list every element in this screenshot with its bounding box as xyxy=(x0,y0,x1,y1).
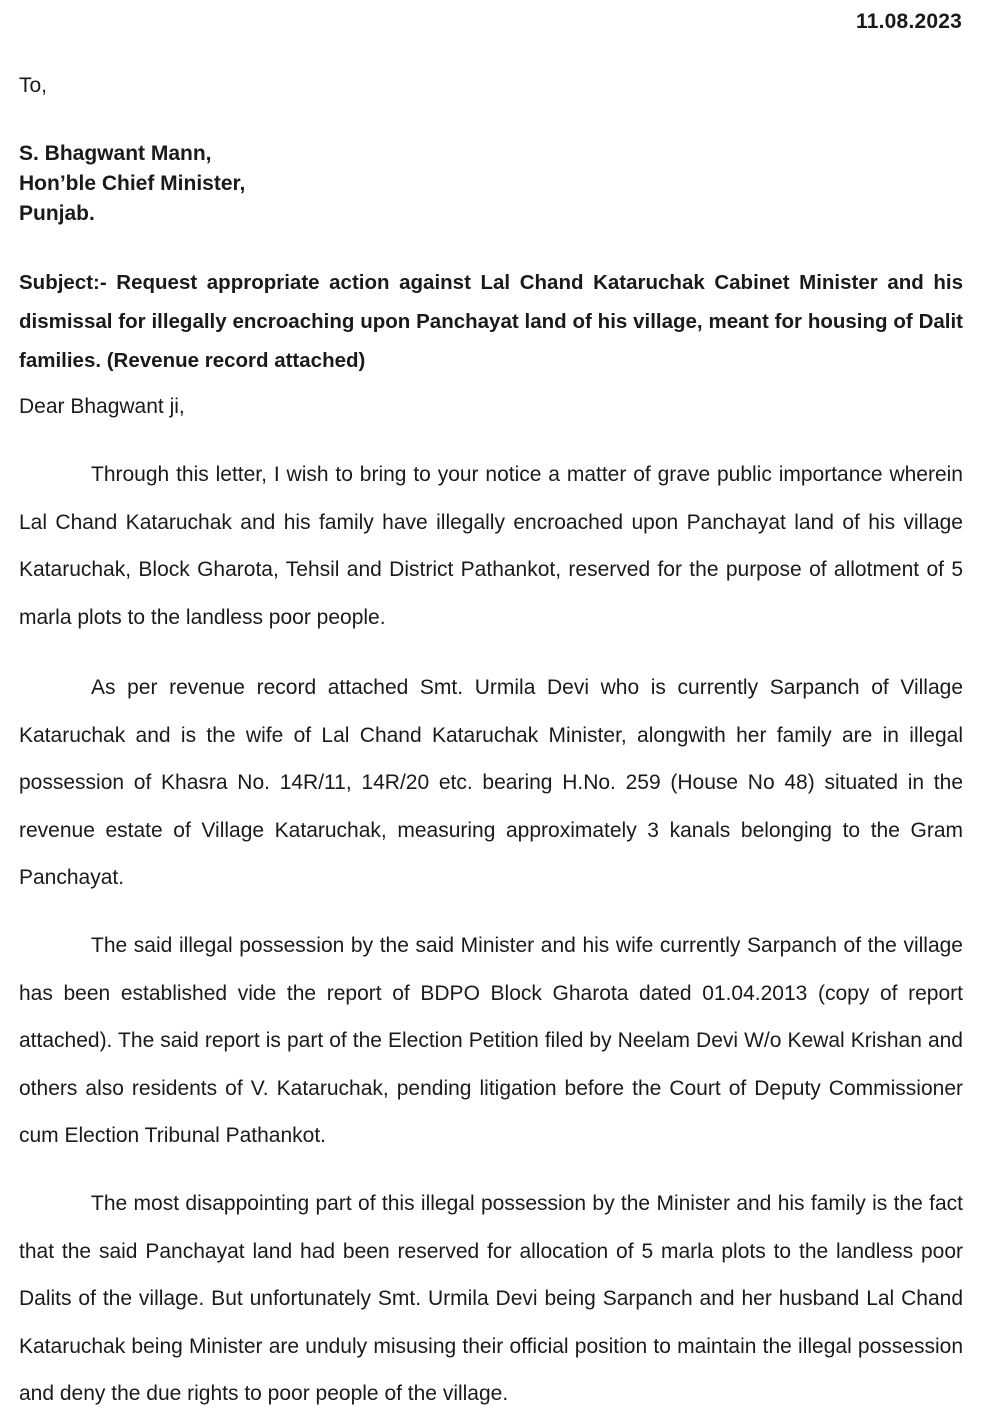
addressee-state: Punjab. xyxy=(19,202,95,225)
addressee-name: S. Bhagwant Mann, xyxy=(19,142,212,165)
addressee-block xyxy=(19,139,245,229)
body-paragraph: Through this letter, I wish to bring to your notice a matter of grave public importance wherein Lal Chand Kataruchak and his family have illegally encroached upon Panchayat land of his village Kataruchak, Block Gharota, Tehsil and District Pathankot, reserved for the purpose of allotment of 5 marla plots to the landless poor people. xyxy=(19,463,963,629)
salutation: Dear Bhagwant ji, xyxy=(19,395,185,418)
to-line: To, xyxy=(19,74,48,97)
body-paragraph: The most disappointing part of this illegal possession by the Minister and his family is the fact that the said Panchayat land had been reserved for allocation of 5 marla plots to the landless poor Dalits of the village. But unfortunately Smt. Urmila Devi being Sarpanch and her husband Lal Chand Kataruchak being Minister are unduly misusing their official position to maintain the illegal possession and deny the due rights to poor people of the village. xyxy=(19,1192,963,1405)
body-paragraph: The said illegal possession by the said Minister and his wife currently Sarpanch of the village has been established vide the report of BDPO Block Gharota dated 01.04.2013 (copy of report attached). The said report is part of the Election Petition filed by Neelam Devi W/o Kewal Krishan and others also residents of V. Kataruchak, pending litigation before the Court of Deputy Commissioner cum Election Tribunal Pathankot. xyxy=(19,934,963,1147)
addressee-designation: Hon’ble Chief Minister, xyxy=(19,172,246,195)
letter-date: 11.08.2023 xyxy=(856,10,962,33)
body-paragraph: As per revenue record attached Smt. Urmila Devi who is currently Sarpanch of Village Kataruchak and is the wife of Lal Chand Kataruchak Minister, alongwith her family are in illegal possession of Khasra No. 14R/11, 14R/20 etc. bearing H.No. 259 (House No 48) situated in the revenue estate of Village Kataruchak, measuring approximately 3 kanals belonging to the Gram Panchayat. xyxy=(19,676,963,889)
subject-line: Subject:- Request appropriate action against Lal Chand Kataruchak Cabinet Minister and his dismissal for illegally encroaching upon Panchayat land of his village, meant for housing of Dalit families. (Revenue record attached) xyxy=(19,271,963,372)
